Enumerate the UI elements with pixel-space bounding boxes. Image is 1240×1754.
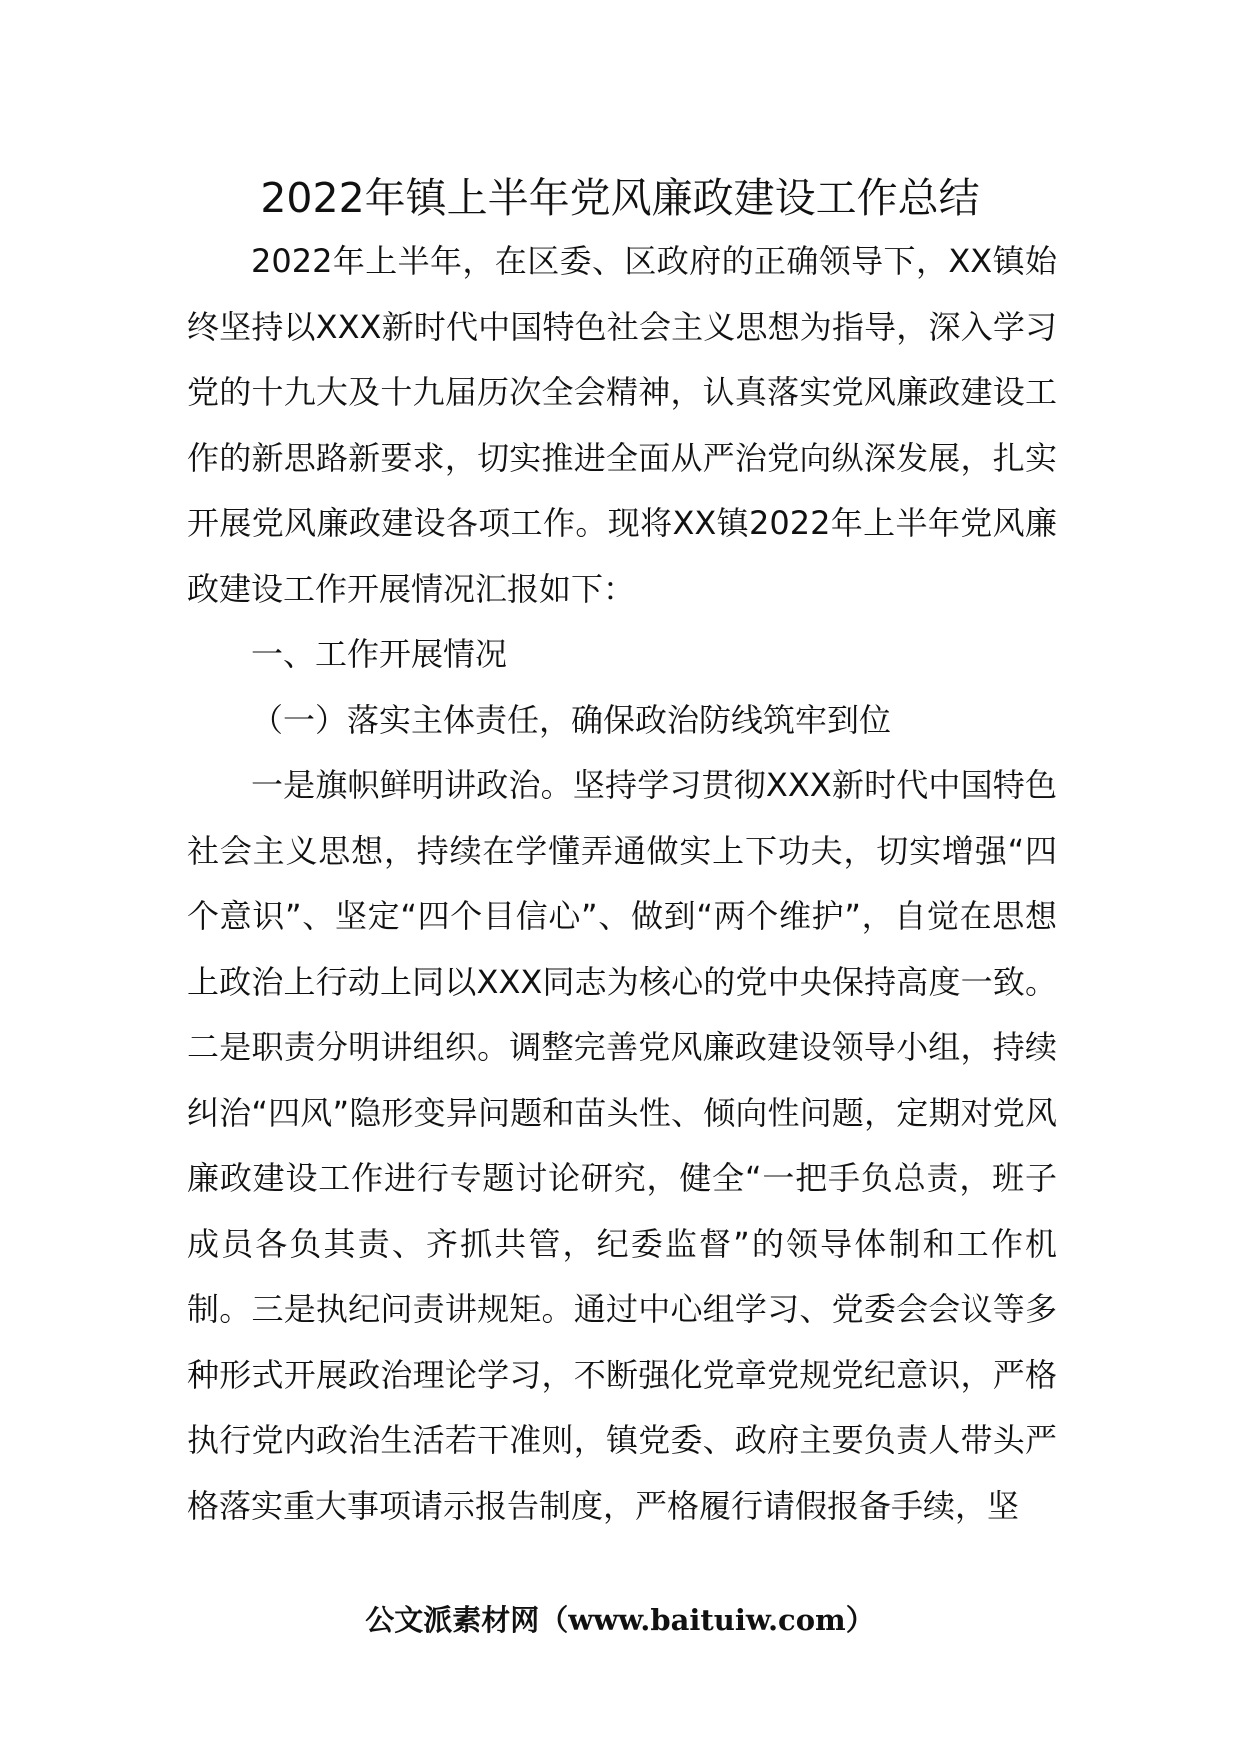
intro-paragraph: 2022年上半年，在区委、区政府的正确领导下，XX镇始终坚持以XXX新时代中国特色社会主义思想为指导，深入学习党的十九大及十九届历次全会精神，认真落实党风廉政建设工作的新思路新要求，切实推进全面从严治党向纵深发展，扎实开展党风廉政建设各项工作。现将XX镇2022年上半年党风廉政建设工作开展情况汇报如下：: [187, 242, 1057, 608]
footer-watermark: 公文派素材网（www.baituiw.com）: [365, 1603, 875, 1637]
body-paragraph: 一是旗帜鲜明讲政治。坚持学习贯彻XXX新时代中国特色社会主义思想，持续在学懂弄通做实上下功夫，切实增强“四个意识”、坚定“四个目信心”、做到“两个维护”，自觉在思想上政治上行动上同以XXX同志为核心的党中央保持高度一致。二是职责分明讲组织。调整完善党风廉政建设领导小组，持续纠治“四风”隐形变异问题和苗头性、倾向性问题，定期对党风廉政建设工作进行专题讨论研究，健全“一把手负总责，班子成员各负其责、齐抓共管，纪委监督”的领导体制和工作机制。三是执纪问责讲规矩。通过中心组学习、党委会会议等多种形式开展政治理论学习，不断强化党章党规党纪意识，严格执行党内政治生活若干准则，镇党委、政府主要负责人带头严格落实重大事项请示报告制度，严格履行请假报备手续，坚: [187, 766, 1057, 1525]
body-paragraph-block: [187, 753, 1057, 1539]
subsection-heading-block: [187, 688, 1057, 754]
document-title: 2022年镇上半年党风廉政建设工作总结: [260, 174, 980, 222]
subsection-heading: （一）落实主体责任，确保政治防线筑牢到位: [251, 701, 892, 739]
section-heading-block: [187, 622, 1057, 688]
intro-paragraph-block: [187, 229, 1057, 622]
section-heading: 一、工作开展情况: [251, 635, 508, 673]
